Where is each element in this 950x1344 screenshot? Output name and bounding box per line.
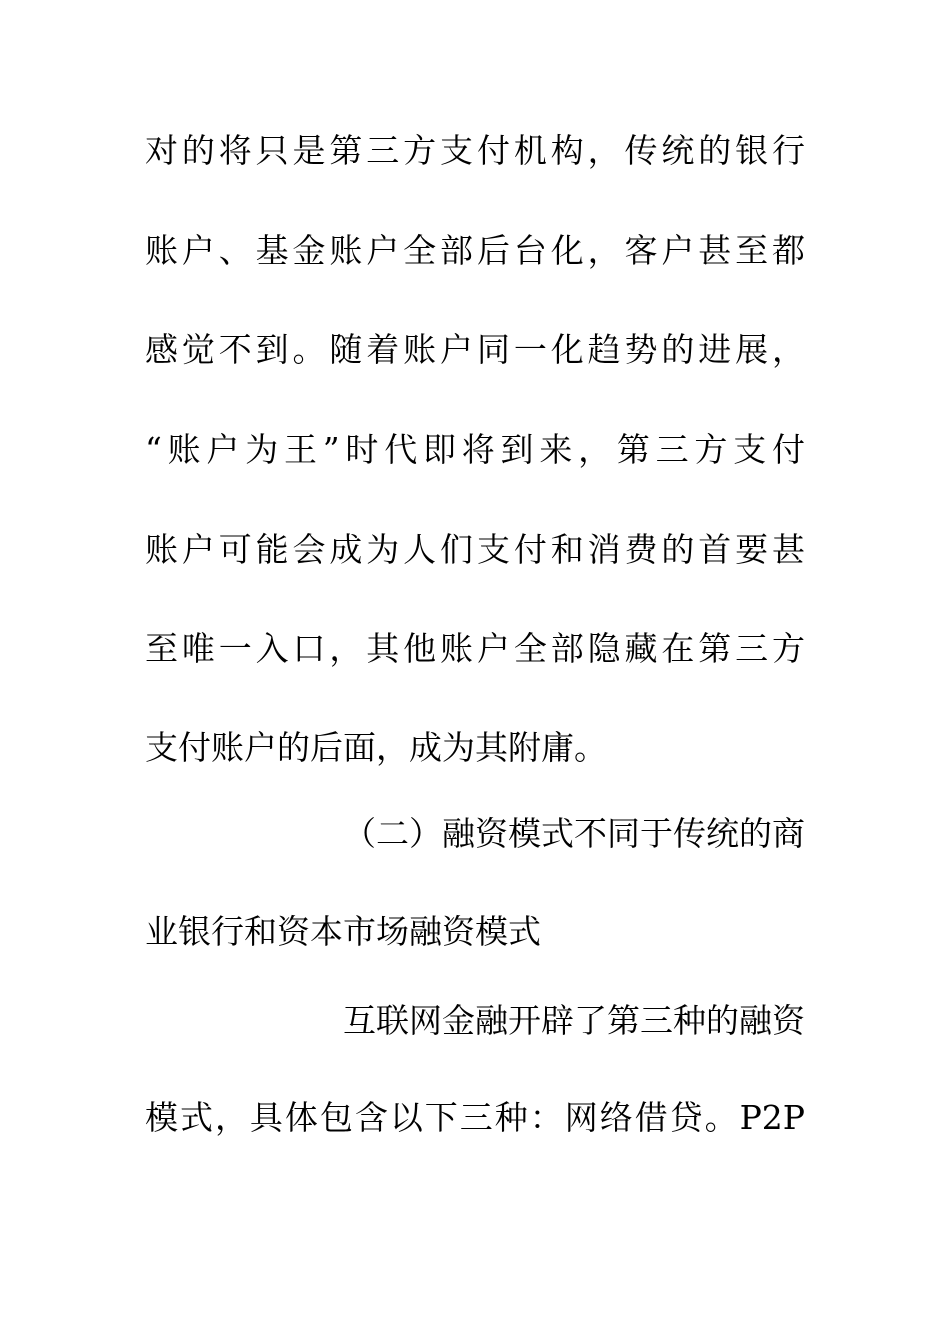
- paragraph-line-3: 感觉不到。随着账户同一化趋势的进展，: [145, 330, 805, 369]
- paragraph-2-line-1: 互联网金融开辟了第三种的融资: [343, 1001, 805, 1040]
- paragraph-2-line-2: 模式，具体包含以下三种：网络借贷。P2P: [145, 1098, 805, 1137]
- paragraph-line-4: “账户为王”时代即将到来，第三方支付: [145, 430, 805, 469]
- section-heading-line-1: （二）融资模式不同于传统的商: [343, 814, 805, 853]
- paragraph-line-2: 账户、基金账户全部后台化，客户甚至都: [145, 231, 805, 270]
- paragraph-line-6: 至唯一入口，其他账户全部隐藏在第三方: [145, 629, 805, 668]
- paragraph-line-7: 支付账户的后面，成为其附庸。: [145, 728, 607, 767]
- section-heading-line-2: 业银行和资本市场融资模式: [145, 912, 541, 951]
- paragraph-line-5: 账户可能会成为人们支付和消费的首要甚: [145, 530, 805, 569]
- paragraph-line-1: 对的将只是第三方支付机构，传统的银行: [145, 131, 805, 170]
